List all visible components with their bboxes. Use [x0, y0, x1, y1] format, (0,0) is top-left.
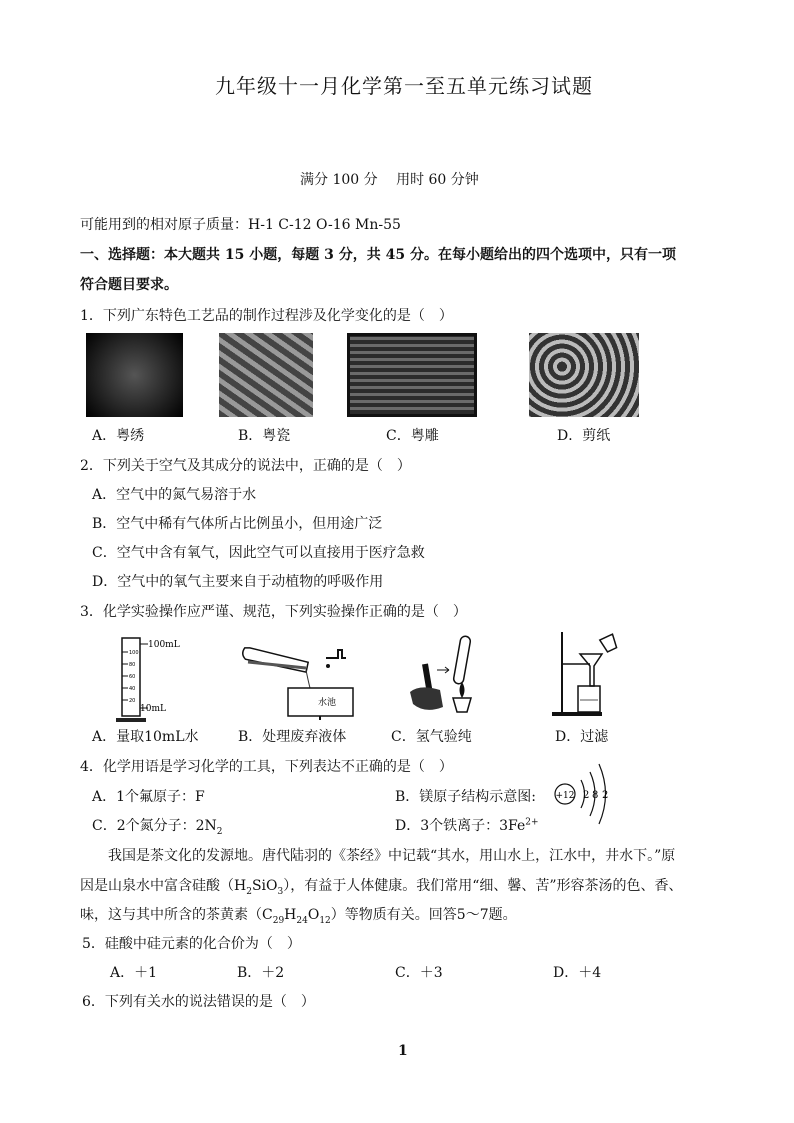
passage-line-3-d: ）等物质有关。回答5～7题。: [330, 907, 517, 923]
passage-line-3-b: H: [284, 907, 297, 923]
q4-option-d-superscript: 2+: [525, 817, 539, 828]
q2-option-d: D．空气中的氧气主要来自于动植物的呼吸作用: [92, 574, 384, 590]
q1-option-a: A．粤绣: [92, 428, 145, 444]
q1-stem: 1．下列广东特色工艺品的制作过程涉及化学变化的是（ ）: [80, 308, 453, 324]
passage-line-1: 我国是茶文化的发源地。唐代陆羽的《茶经》中记载“其水，用山水上，江水中，井水下。”原: [108, 848, 676, 864]
q3-option-a: A．量取10mL水: [92, 729, 199, 745]
page-number: 1: [398, 1043, 408, 1059]
passage-line-3-sub1: 29: [272, 915, 285, 926]
passage-line-3-sub2: 24: [296, 915, 308, 926]
q4-option-c-text: C．2个氮分子：2N: [92, 818, 217, 834]
passage-line-2-c: ），有益于人体健康。我们常用“细、馨、苦”形容茶汤的色、香、: [283, 878, 683, 894]
sink-label: 水池: [318, 698, 337, 708]
waste-liquid-figure: [238, 640, 358, 720]
mg-nucleus-label: +12: [555, 791, 575, 801]
q3-option-d: D．过滤: [555, 729, 609, 745]
q5-stem: 5．硅酸中硅元素的化合价为（ ）: [82, 936, 301, 952]
exam-meta: 满分 100 分 用时 60 分钟: [300, 172, 479, 188]
q1-option-d: D．剪纸: [557, 428, 611, 444]
q4-option-d: [395, 815, 539, 835]
tick-80: 80: [129, 662, 136, 668]
tick-20: 20: [129, 698, 136, 704]
exam-title: 九年级十一月化学第一至五单元练习试题: [215, 74, 593, 98]
q5-option-c: C．＋3: [395, 965, 443, 981]
passage-line-2: [80, 875, 683, 897]
q4-option-a: A．1个氟原子：F: [92, 789, 205, 805]
q2-stem: 2．下列关于空气及其成分的说法中，正确的是（ ）: [80, 458, 411, 474]
passage-line-3: [80, 904, 517, 926]
q4-option-b: B．镁原子结构示意图:: [395, 789, 537, 805]
filtration-figure: [550, 628, 630, 720]
q4-option-c: [92, 815, 223, 837]
passage-line-2-sub1: 2: [246, 886, 252, 897]
atomic-masses: 可能用到的相对原子质量：H-1 C-12 O-16 Mn-55: [80, 217, 401, 233]
mg-atom-structure-diagram: [548, 760, 618, 830]
passage-line-2-a: 因是山泉水中富含硅酸（H: [80, 878, 247, 894]
mg-shell-3: 2: [602, 790, 609, 801]
passage-line-3-c: O: [307, 907, 320, 923]
q3-option-b: B．处理废弃液体: [238, 729, 347, 745]
cylinder-bottom-label: 10mL: [140, 704, 166, 714]
q3-stem: 3．化学实验操作应严谨、规范，下列实验操作正确的是（ ）: [80, 604, 467, 620]
q2-option-c: C．空气中含有氧气，因此空气可以直接用于医疗急救: [92, 545, 425, 561]
passage-line-3-sub3: 12: [319, 915, 331, 926]
section-heading-line1: 一、选择题：本大题共 15 小题，每题 3 分，共 45 分。在每小题给出的四个选项中，只有一项: [80, 247, 676, 263]
q5-option-a: A．＋1: [110, 965, 158, 981]
tick-60: 60: [129, 674, 136, 680]
q4-option-c-subscript: 2: [216, 826, 223, 837]
graduated-cylinder-figure: [112, 630, 192, 725]
q6-stem: 6．下列有关水的说法错误的是（ ）: [82, 994, 315, 1010]
q3-option-c: C．氢气验纯: [391, 729, 472, 745]
q4-stem: 4．化学用语是学习化学的工具，下列表达不正确的是（ ）: [80, 759, 453, 775]
carving-image: [347, 333, 477, 417]
passage-line-2-b: SiO: [251, 878, 278, 894]
embroidery-image: [86, 333, 183, 417]
section-heading-line2: 符合题目要求。: [80, 277, 178, 293]
q5-option-d: D．＋4: [553, 965, 602, 981]
porcelain-image: [219, 333, 313, 417]
q1-option-b: B．粤瓷: [238, 428, 291, 444]
tick-40: 40: [129, 686, 136, 692]
q2-option-b: B．空气中稀有气体所占比例虽小，但用途广泛: [92, 516, 383, 532]
q1-option-c: C．粤雕: [386, 428, 439, 444]
paper-cutting-image: [529, 333, 639, 417]
passage-line-3-a: 味，这与其中所含的茶黄素（C: [80, 907, 273, 923]
mg-shell-2: 8: [592, 790, 599, 801]
mg-shell-1: 2: [583, 790, 590, 801]
q5-option-b: B．＋2: [237, 965, 285, 981]
tick-100: 100: [129, 650, 139, 656]
q4-option-d-text: D．3个铁离子：3Fe: [395, 818, 526, 834]
q2-option-a: A．空气中的氮气易溶于水: [92, 487, 257, 503]
hydrogen-test-figure: [405, 632, 485, 722]
cylinder-top-label: 100mL: [148, 640, 180, 650]
passage-line-2-sub2: 3: [277, 886, 284, 897]
